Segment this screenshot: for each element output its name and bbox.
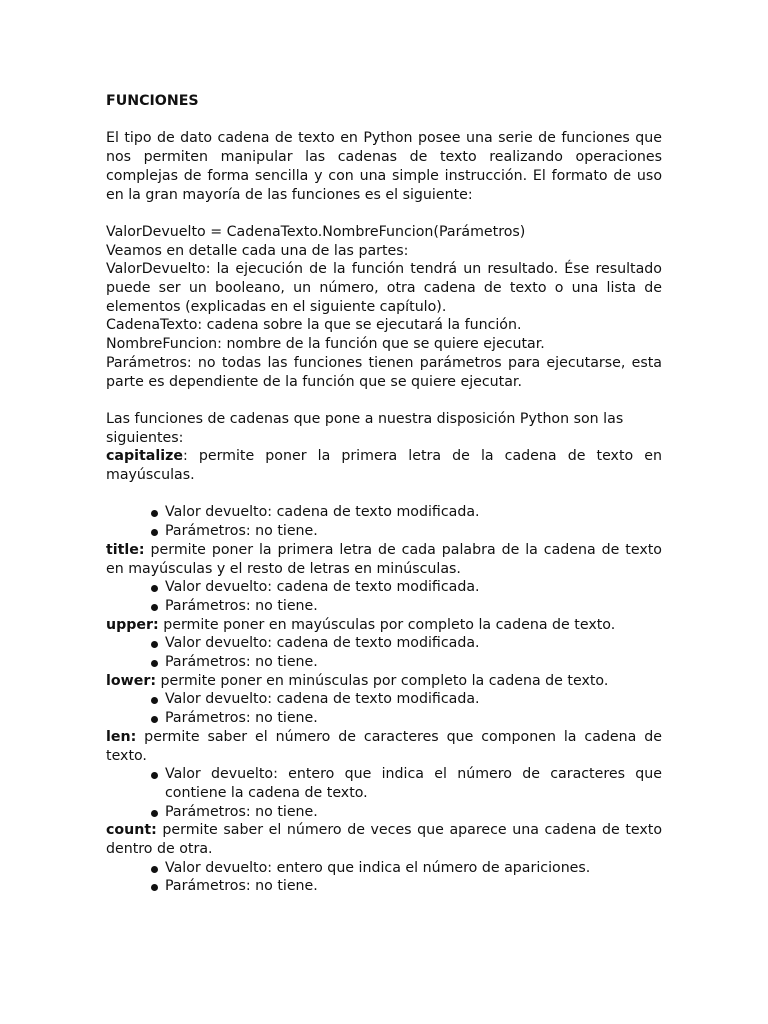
intro-paragraph: El tipo de dato cadena de texto en Python posee una serie de funciones que nos permiten manipular las cadenas de texto realizando operaciones complejas de forma sencilla y con una simple instrucción. El formato de uso en la gran mayoría de las funciones es el siguiente: (106, 130, 662, 203)
list-item (150, 765, 662, 802)
function-name: count: (106, 822, 157, 839)
list-item (150, 522, 662, 541)
function-len (106, 728, 662, 765)
function-title (106, 541, 662, 578)
return-value-text: Valor devuelto: entero que indica el número de apariciones. (165, 859, 591, 876)
return-value-text: Valor devuelto: entero que indica el número de caracteres que contiene la cadena de texto. (165, 766, 662, 801)
parameters-text: Parámetros: no tiene. (165, 654, 318, 671)
function-len-details (106, 765, 662, 821)
return-value-text: Valor devuelto: cadena de texto modificada. (165, 504, 480, 521)
detail-intro: Veamos en detalle cada una de las partes: (106, 242, 409, 259)
list-item (150, 597, 662, 616)
bullet-icon (151, 697, 158, 704)
list-item (150, 503, 662, 522)
function-count (106, 821, 662, 858)
part-valordevuelto: ValorDevuelto: la ejecución de la función tendrá un resultado. Ése resultado puede ser un booleano, un número, otra cadena de texto o una lista de elementos (explicadas en el siguiente capítulo). (106, 261, 662, 315)
bullet-icon (151, 866, 158, 873)
syntax-line: ValorDevuelto = CadenaTexto.NombreFuncion(Parámetros) (106, 223, 526, 240)
function-name: capitalize (106, 448, 183, 465)
part-nombrefuncion: NombreFuncion: nombre de la función que se quiere ejecutar. (106, 336, 545, 353)
list-item (150, 690, 662, 709)
function-description: permite saber el número de veces que aparece una cadena de texto dentro de otra. (106, 822, 662, 858)
function-name: title: (106, 541, 145, 558)
function-description: permite poner en minúsculas por completo la cadena de texto. (156, 672, 609, 689)
bullet-icon (151, 604, 158, 611)
bullet-icon (151, 884, 158, 891)
parameters-text: Parámetros: no tiene. (165, 803, 318, 820)
list-item (150, 877, 662, 896)
function-capitalize-details (106, 503, 662, 540)
function-description: permite saber el número de caracteres que componen la cadena de texto. (106, 728, 662, 764)
list-item (150, 634, 662, 653)
page-title: FUNCIONES (106, 93, 199, 109)
parameters-text: Parámetros: no tiene. (165, 523, 318, 540)
return-value-text: Valor devuelto: cadena de texto modificada. (165, 691, 480, 708)
list-item (150, 859, 662, 878)
return-value-text: Valor devuelto: cadena de texto modificada. (165, 635, 480, 652)
list-item (150, 709, 662, 728)
bullet-icon (151, 660, 158, 667)
function-capitalize (106, 447, 662, 484)
list-item (150, 578, 662, 597)
parameters-text: Parámetros: no tiene. (165, 597, 318, 614)
function-title-details (106, 578, 662, 615)
function-description: permite poner la primera letra de cada palabra de la cadena de texto en mayúsculas y el resto de letras en minúsculas. (106, 541, 662, 577)
bullet-icon (151, 772, 158, 779)
function-name: len: (106, 728, 137, 745)
function-lower (106, 672, 662, 691)
bullet-icon (151, 585, 158, 592)
function-lower-details (106, 690, 662, 727)
list-intro: Las funciones de cadenas que pone a nuestra disposición Python son las siguientes: (106, 410, 624, 446)
function-description: permite poner en mayúsculas por completo la cadena de texto. (158, 616, 616, 633)
list-item (150, 653, 662, 672)
return-value-text: Valor devuelto: cadena de texto modificada. (165, 579, 480, 596)
function-name: lower: (106, 672, 157, 689)
part-cadenatexto: CadenaTexto: cadena sobre la que se ejecutará la función. (106, 317, 522, 334)
function-upper-details (106, 634, 662, 671)
function-count-details (106, 859, 662, 896)
bullet-icon (151, 510, 158, 517)
bullet-icon (151, 641, 158, 648)
part-parametros: Parámetros: no todas las funciones tienen parámetros para ejecutarse, esta parte es dependiente de la función que se quiere ejecutar. (106, 354, 662, 390)
function-upper (106, 616, 662, 635)
list-item (150, 803, 662, 822)
bullet-icon (151, 529, 158, 536)
bullet-icon (151, 810, 158, 817)
function-name: upper: (106, 616, 159, 633)
document-body (106, 92, 662, 896)
parameters-text: Parámetros: no tiene. (165, 710, 318, 727)
parameters-text: Parámetros: no tiene. (165, 878, 318, 895)
bullet-icon (151, 716, 158, 723)
function-description: : permite poner la primera letra de la cadena de texto en mayúsculas. (106, 448, 662, 484)
